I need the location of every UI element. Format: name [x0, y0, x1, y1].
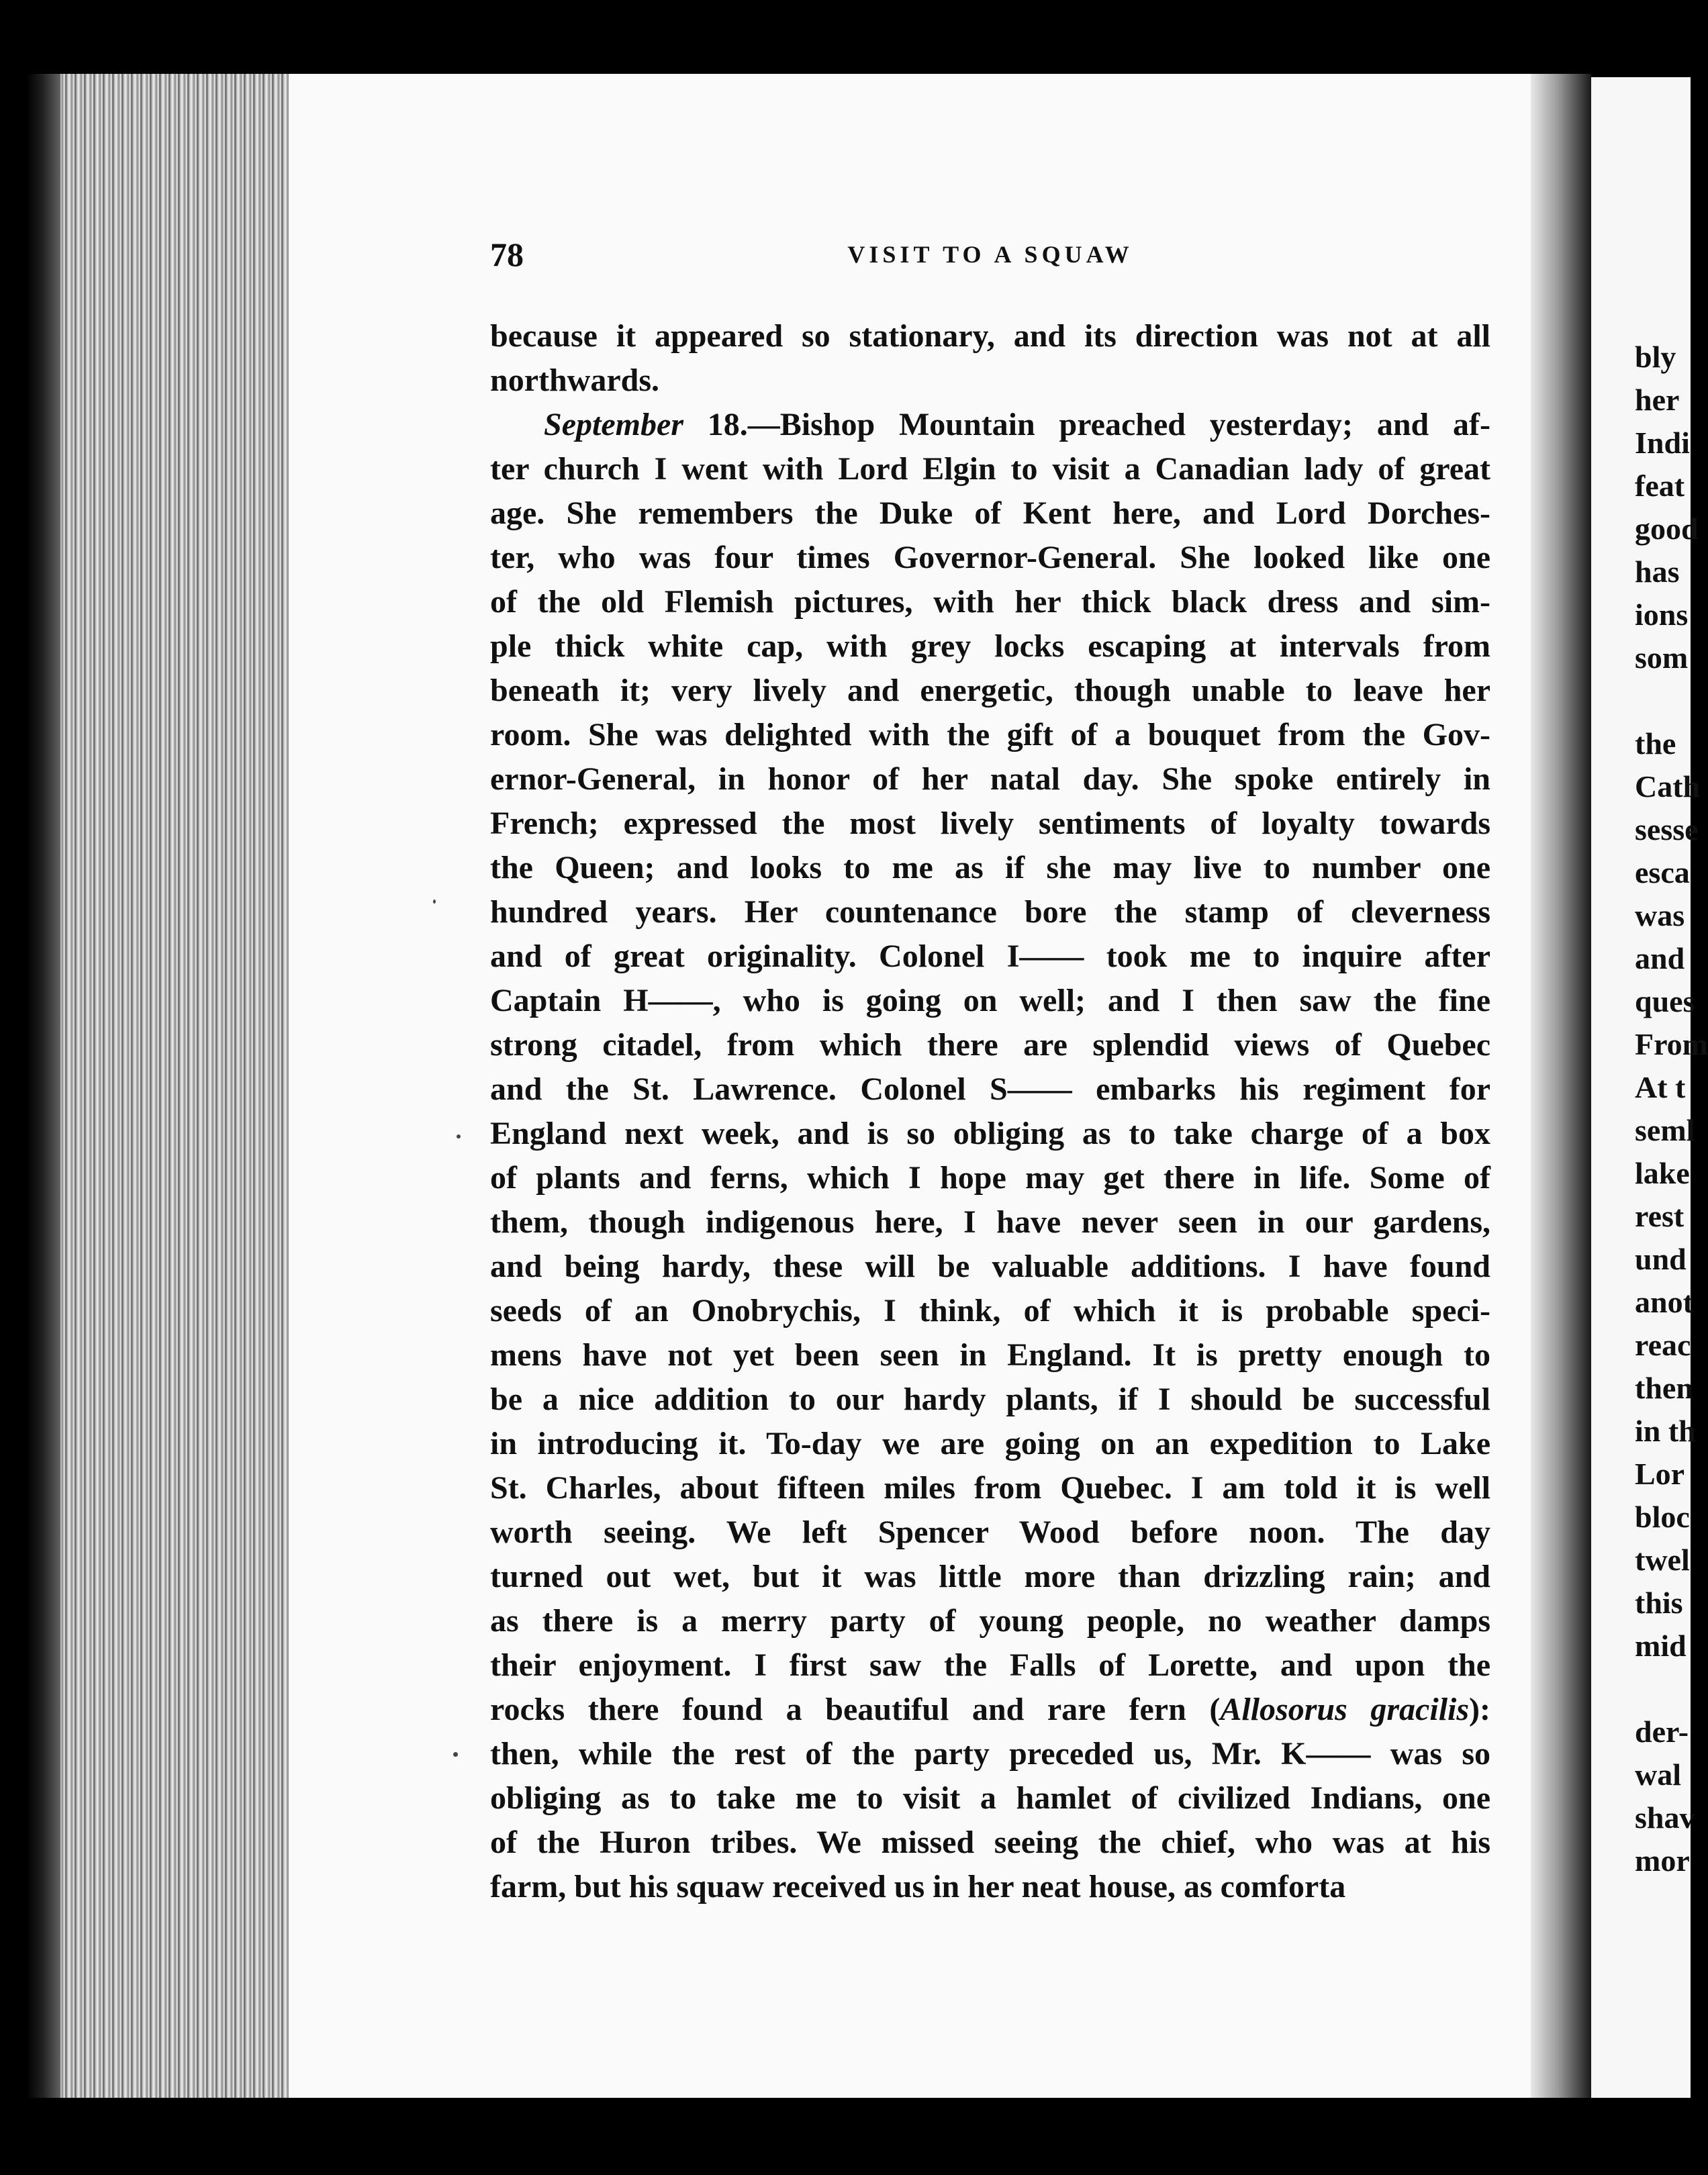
adjacent-page-line: this — [1635, 1586, 1683, 1620]
text-line — [490, 934, 1490, 979]
page-edges-stack — [60, 74, 289, 2098]
text-run: seeds of an Onobrychis, I think, of which it is probable speci- — [490, 1293, 1490, 1328]
text-line — [490, 669, 1490, 713]
text-line — [490, 624, 1490, 669]
adjacent-page-line: the — [1635, 726, 1676, 761]
adjacent-page-line: has — [1635, 554, 1680, 589]
adjacent-page-line: anot — [1635, 1285, 1693, 1319]
adjacent-page-line: rest — [1635, 1199, 1685, 1233]
text-run: French; expressed the most lively sentiments of loyalty towards — [490, 806, 1490, 841]
adjacent-page-line: was — [1635, 898, 1685, 932]
text-line — [490, 1333, 1490, 1378]
text-run: England next week, and is so obliging as to take charge of a box — [490, 1116, 1490, 1151]
text-line — [490, 1821, 1490, 1865]
adjacent-page-line: ions — [1635, 597, 1689, 632]
adjacent-page-line: esca — [1635, 855, 1690, 889]
print-speck — [457, 1134, 461, 1139]
adjacent-page-line: seml — [1635, 1113, 1695, 1147]
text-line — [490, 1599, 1490, 1643]
text-line — [490, 713, 1490, 757]
text-run: obliging as to take me to visit a hamlet of civilized Indians, one — [490, 1780, 1490, 1816]
text-run: worth seeing. We left Spencer Wood before noon. The day — [490, 1514, 1490, 1550]
adjacent-page-line: Indi — [1635, 426, 1690, 460]
adjacent-page-line: reac — [1635, 1328, 1691, 1362]
text-run: northwards. — [490, 362, 660, 398]
text-run: of the Huron tribes. We missed seeing the chief, who was at his — [490, 1825, 1490, 1860]
text-line — [490, 1510, 1490, 1555]
text-run: as there is a merry party of young people, no weather damps — [490, 1603, 1490, 1639]
adjacent-page-line: mor — [1635, 1843, 1690, 1878]
adjacent-page-line: bly — [1635, 340, 1676, 374]
adjacent-page-line: and — [1635, 941, 1685, 975]
text-run: St. Charles, about fifteen miles from Quebec. I am told it is well — [490, 1470, 1490, 1506]
text-run: of plants and ferns, which I hope may get there in life. Some of — [490, 1160, 1490, 1196]
text-line — [490, 1688, 1490, 1732]
text-run: of the old Flemish pictures, with her thick black dress and sim- — [490, 584, 1490, 620]
text-line — [490, 1555, 1490, 1599]
text-run: and of great originality. Colonel I—— took me to inquire after — [490, 938, 1490, 974]
adjacent-page-line: der- — [1635, 1714, 1689, 1749]
adjacent-page-line: wal — [1635, 1757, 1681, 1792]
adjacent-page-fragment — [1591, 77, 1708, 2098]
print-speck — [433, 900, 436, 904]
text-line — [490, 802, 1490, 846]
text-run: then, while the rest of the party preceded us, Mr. K—— was so — [490, 1736, 1490, 1772]
text-line — [490, 1156, 1490, 1200]
book-gutter — [1531, 74, 1591, 2098]
body-text — [490, 314, 1490, 1909]
adjacent-page-line: shav — [1635, 1800, 1695, 1835]
text-run: beneath it; very lively and energetic, though unable to leave her — [490, 673, 1490, 708]
adjacent-page-line: From — [1635, 1027, 1708, 1061]
text-run: and being hardy, these will be valuable additions. I have found — [490, 1249, 1490, 1284]
text-run: their enjoyment. I first saw the Falls of Lorette, and upon the — [490, 1647, 1490, 1683]
text-line — [490, 314, 1490, 358]
adjacent-page-line: in th — [1635, 1414, 1696, 1448]
text-line — [490, 757, 1490, 802]
scan-bottom-border — [0, 2098, 1691, 2175]
text-line — [490, 447, 1490, 491]
text-run: them, though indigenous here, I have never seen in our gardens, — [490, 1204, 1490, 1240]
text-line — [490, 979, 1490, 1023]
adjacent-page-text — [1591, 336, 1708, 1882]
text-run: ): — [1469, 1692, 1491, 1727]
text-line — [490, 1732, 1490, 1776]
text-run: ernor-General, in honor of her natal day. She spoke entirely in — [490, 761, 1490, 797]
text-run: age. She remembers the Duke of Kent here, and Lord Dorches- — [490, 495, 1490, 531]
adjacent-page-line: her — [1635, 383, 1680, 417]
text-run: farm, but his squaw received us in her neat house, as comforta — [490, 1869, 1346, 1904]
text-line — [490, 403, 1490, 447]
adjacent-page-line: mid — [1635, 1629, 1687, 1663]
text-line — [490, 580, 1490, 624]
adjacent-page-line: Lor — [1635, 1457, 1685, 1491]
text-line — [490, 1643, 1490, 1688]
text-run: the Queen; and looks to me as if she may live to number one — [490, 850, 1490, 885]
text-run: rocks there found a beautiful and rare fern ( — [490, 1692, 1221, 1727]
adjacent-page-line — [1591, 1668, 1708, 1710]
adjacent-page-line: Cath — [1635, 769, 1701, 804]
text-line — [490, 1776, 1490, 1821]
text-line — [490, 890, 1490, 934]
text-line — [490, 358, 1490, 403]
print-speck — [453, 1752, 458, 1757]
text-line — [490, 1865, 1490, 1909]
text-run: 18.—Bishop Mountain preached yesterday; and af- — [683, 407, 1490, 442]
text-run: strong citadel, from which there are splendid views of Quebec — [490, 1027, 1490, 1063]
adjacent-page-line: good — [1635, 512, 1699, 546]
adjacent-page-line: At t — [1635, 1070, 1686, 1104]
adjacent-page-line: lake — [1635, 1156, 1690, 1190]
text-line — [490, 1245, 1490, 1289]
adjacent-page-line: ques — [1635, 984, 1695, 1018]
adjacent-page-line: und — [1635, 1242, 1687, 1276]
adjacent-page-line — [1591, 679, 1708, 722]
text-line — [490, 1422, 1490, 1466]
italic-text: September — [544, 407, 683, 442]
scan-top-border — [0, 0, 1691, 74]
text-line — [490, 1200, 1490, 1245]
page-number: 78 — [490, 236, 524, 273]
text-line — [490, 846, 1490, 890]
adjacent-page-line: feat — [1635, 469, 1685, 503]
text-run: mens have not yet been seen in England. It is pretty enough to — [490, 1337, 1490, 1373]
text-run: and the St. Lawrence. Colonel S—— embarks his regiment for — [490, 1071, 1490, 1107]
running-head — [490, 235, 1490, 282]
text-line — [490, 1112, 1490, 1156]
text-line — [490, 1023, 1490, 1067]
text-run: hundred years. Her countenance bore the stamp of cleverness — [490, 894, 1490, 930]
text-line — [490, 1378, 1490, 1422]
text-line — [490, 1289, 1490, 1333]
italic-text: Allosorus gracilis — [1220, 1692, 1470, 1727]
adjacent-page-line: som — [1635, 640, 1689, 675]
text-run: Captain H——, who is going on well; and I then saw the fine — [490, 983, 1490, 1018]
text-run: ter, who was four times Governor-General. She looked like one — [490, 540, 1490, 575]
text-run: room. She was delighted with the gift of a bouquet from the Gov- — [490, 717, 1490, 753]
text-run: in introducing it. To-day we are going on an expedition to Lake — [490, 1426, 1490, 1461]
adjacent-page-line: bloc — [1635, 1500, 1690, 1534]
adjacent-page-line: sesse — [1635, 812, 1699, 847]
text-run: ter church I went with Lord Elgin to visit a Canadian lady of great — [490, 451, 1490, 487]
adjacent-page-line: twel — [1635, 1543, 1690, 1577]
text-run: ple thick white cap, with grey locks escaping at intervals from — [490, 628, 1490, 664]
running-title: VISIT TO A SQUAW — [847, 241, 1133, 268]
text-run: turned out wet, but it was little more than drizzling rain; and — [490, 1559, 1490, 1594]
text-line — [490, 1466, 1490, 1510]
adjacent-page-line: then — [1635, 1371, 1693, 1405]
text-line — [490, 536, 1490, 580]
text-run: be a nice addition to our hardy plants, if I should be successful — [490, 1382, 1490, 1417]
text-line — [490, 491, 1490, 536]
text-run: because it appeared so stationary, and its direction was not at all — [490, 318, 1490, 354]
text-line — [490, 1067, 1490, 1112]
